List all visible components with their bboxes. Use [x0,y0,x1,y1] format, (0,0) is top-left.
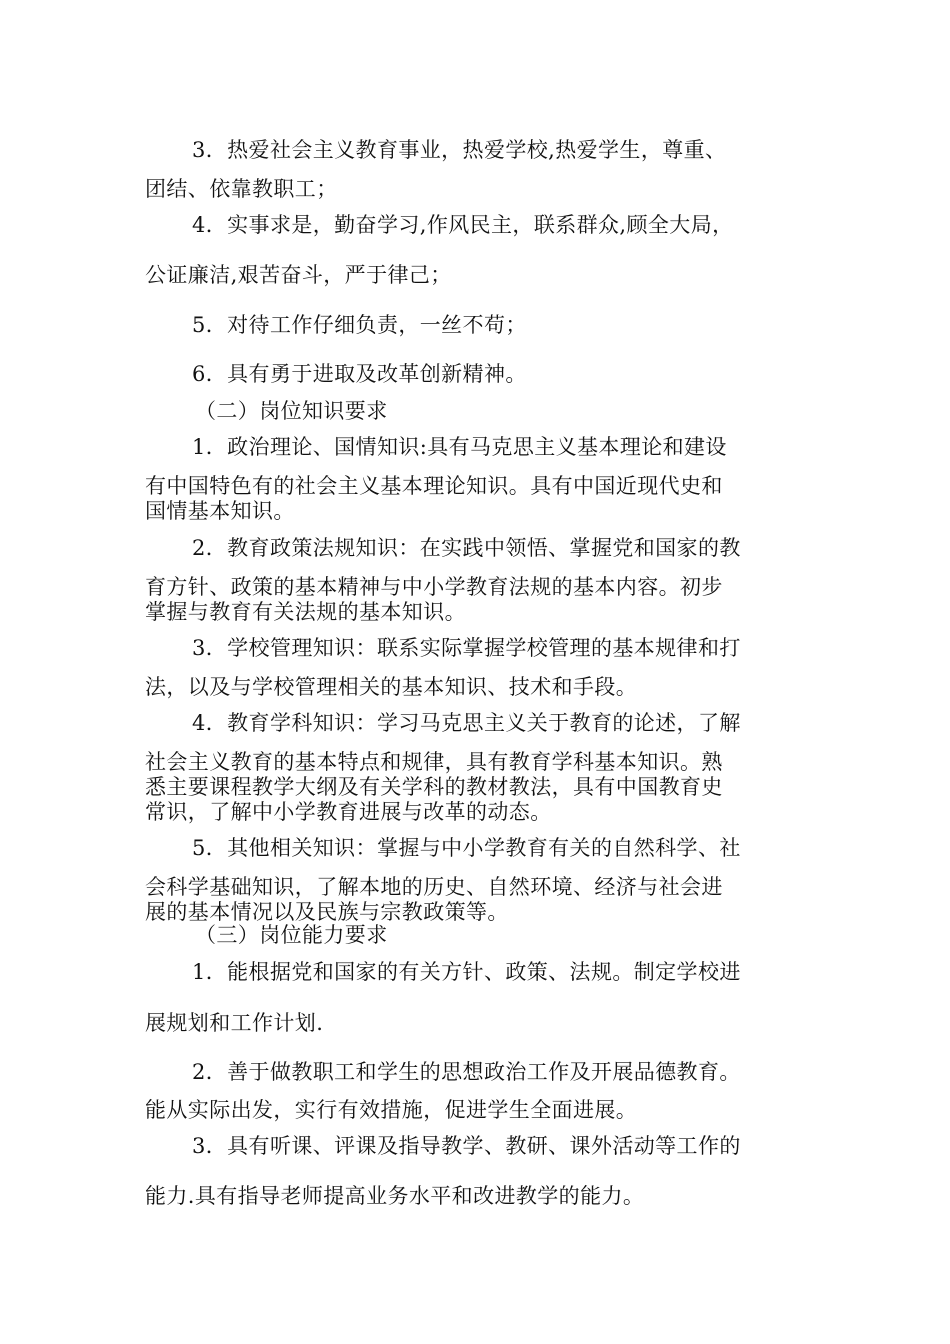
text-line: 4．教育学科知识：学习马克思主义关于教育的论述，了解 [192,711,741,735]
section-heading: （三）岗位能力要求 [195,923,388,947]
text-line: 团结、依靠教职工； [145,177,338,201]
text-line: 法，以及与学校管理相关的基本知识、技术和手段。 [145,675,638,699]
text-line: 2．善于做教职工和学生的思想政治工作及开展品德教育。 [192,1060,741,1084]
text-line: 展的基本情况以及民族与宗教政策等。 [145,900,509,924]
text-line: 掌握与教育有关法规的基本知识。 [145,600,466,624]
text-line: 3．具有听课、评课及指导教学、教研、课外活动等工作的 [192,1134,741,1158]
text-line: 会科学基础知识，了解本地的历史、自然环境、经济与社会进 [145,875,723,899]
text-line: 3．热爱社会主义教育事业，热爱学校,热爱学生，尊重、 [192,138,727,162]
text-line: 6．具有勇于进取及改革创新精神。 [192,362,527,386]
text-line: 公证廉洁,艰苦奋斗，严于律己； [145,263,452,287]
text-line: 能从实际出发，实行有效措施，促进学生全面进展。 [145,1098,638,1122]
text-line: 社会主义教育的基本特点和规律，具有教育学科基本知识。熟 [145,750,723,774]
text-line: 1．政治理论、国情知识:具有马克思主义基本理论和建设 [192,435,727,459]
text-line: 育方针、政策的基本精神与中小学教育法规的基本内容。初步 [145,575,723,599]
section-heading: （二）岗位知识要求 [195,399,388,423]
text-line: 4．实事求是，勤奋学习,作风民主，联系群众,顾全大局， [192,213,734,237]
text-line: 3．学校管理知识：联系实际掌握学校管理的基本规律和打 [192,636,741,660]
text-line: 5．其他相关知识：掌握与中小学教育有关的自然科学、社 [192,836,741,860]
text-line: 能力.具有指导老师提高业务水平和改进教学的能力。 [145,1184,645,1208]
text-line: 国情基本知识。 [145,499,295,523]
text-line: 展规划和工作计划. [145,1011,324,1035]
text-line: 悉主要课程教学大纲及有关学科的教材教法，具有中国教育史 [145,775,723,799]
text-line: 常识，了解中小学教育进展与改革的动态。 [145,800,552,824]
text-line: 有中国特色有的社会主义基本理论知识。具有中国近现代史和 [145,474,723,498]
text-line: 1．能根据党和国家的有关方针、政策、法规。制定学校进 [192,960,741,984]
text-line: 2．教育政策法规知识：在实践中领悟、掌握党和国家的教 [192,536,741,560]
text-line: 5．对待工作仔细负责，一丝不苟； [192,313,527,337]
